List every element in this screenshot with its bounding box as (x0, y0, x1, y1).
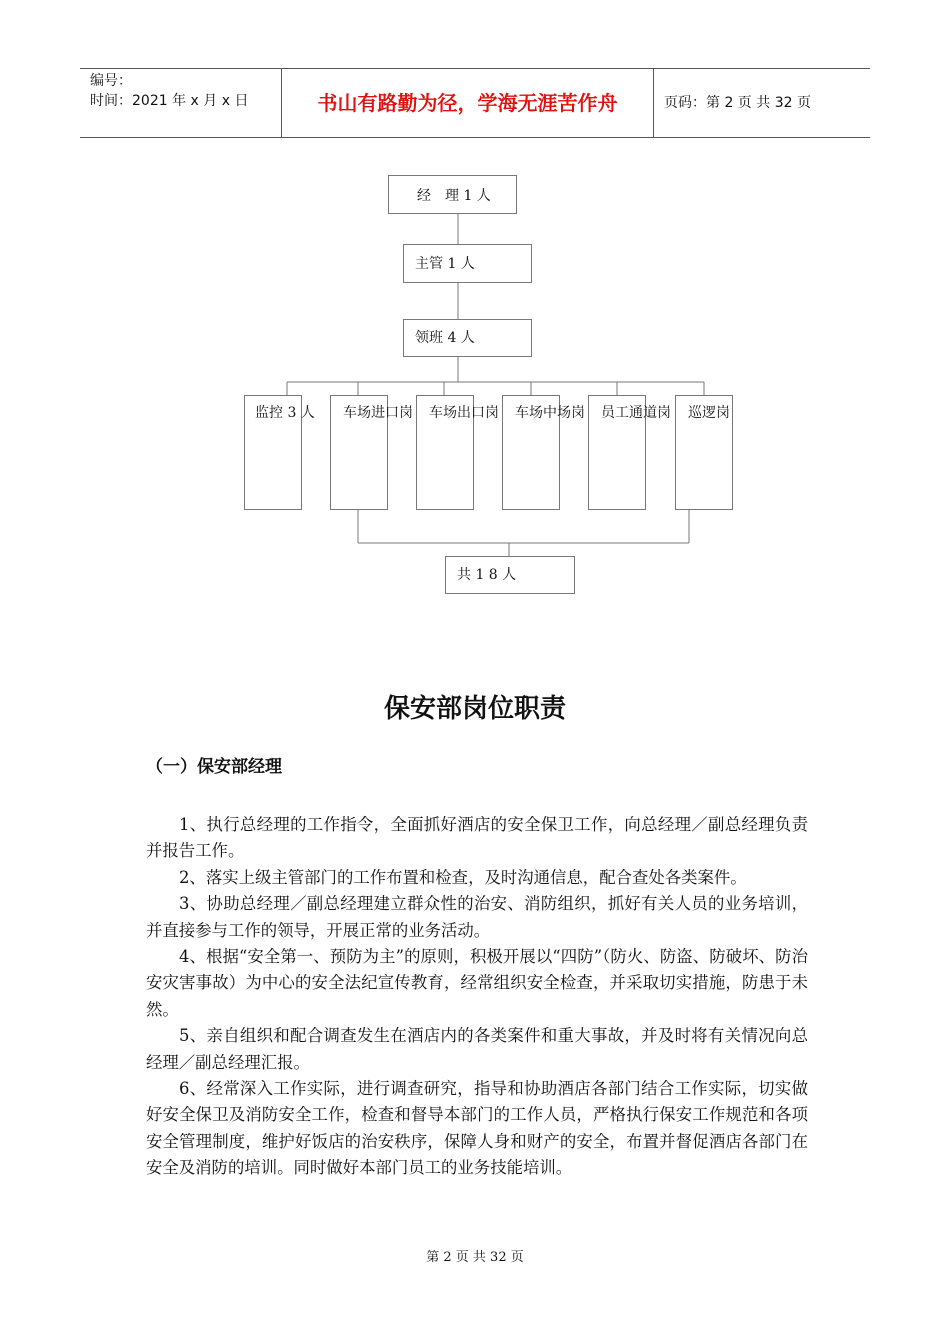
duty-paragraph: 4、根据“安全第一、预防为主”的原则，积极开展以“四防”（防火、防盗、防破坏、防治安灾害事故）为中心的安全法纪宣传教育，经常组织安全检查，并采取切实措施，防患于未然。 (146, 947, 808, 1019)
org-node-supervisor-label: 主管 1 人 (415, 256, 475, 272)
header-page-info: 页码：第 2 页 共 32 页 (664, 95, 811, 111)
document-number-label: 编号： (90, 73, 132, 89)
org-node-team-leader (403, 319, 532, 357)
org-node-post-label: 车场出口岗 (429, 405, 499, 421)
org-node-post-parking-middle (502, 395, 585, 510)
org-node-post-patrol (675, 395, 733, 510)
org-node-total (445, 556, 575, 594)
org-node-team-leader-label: 领班 4 人 (415, 330, 475, 346)
duty-paragraph: 3、协助总经理／副总经理建立群众性的治安、消防组织，抓好有关人员的业务培训，并直接参与工作的领导，开展正常的业务活动。 (146, 894, 808, 940)
section-heading: （一）保安部经理 (146, 757, 282, 777)
org-node-post-label: 员工通道岗 (601, 405, 671, 421)
header-motto: 书山有路勤为径，学海无涯苦作舟 (282, 69, 654, 137)
org-node-post-label: 巡逻岗 (688, 405, 730, 421)
duty-paragraph: 1、执行总经理的工作指令，全面抓好酒店的安全保卫工作，向总经理／副总经理负责并报告工作。 (146, 815, 808, 861)
org-node-post-parking-exit (416, 395, 499, 510)
org-node-total-label: 共 1 8 人 (457, 567, 517, 583)
org-node-supervisor (403, 244, 532, 283)
org-node-manager-label: 经 理 1 人 (417, 188, 491, 204)
org-node-post-label: 车场中场岗 (515, 405, 585, 421)
org-node-post-label: 监控 3 人 (255, 405, 315, 421)
org-chart (0, 0, 950, 620)
duty-paragraph: 5、亲自组织和配合调查发生在酒店内的各类案件和重大事故，并及时将有关情况向总经理／副总经理汇报。 (146, 1026, 808, 1072)
org-node-post-monitoring (244, 395, 315, 510)
org-chart-connectors (0, 0, 950, 620)
org-node-post-staff-passage (588, 395, 671, 510)
page-title: 保安部岗位职责 (383, 694, 566, 724)
org-node-post-parking-entrance (330, 395, 413, 510)
org-node-manager (388, 175, 517, 214)
duties-body (146, 812, 808, 1182)
document-time-label: 时间：2021 年 x 月 x 日 (90, 93, 249, 109)
page-footer: 第 2 页 共 32 页 (426, 1250, 524, 1265)
duty-paragraph: 6、经常深入工作实际，进行调查研究，指导和协助酒店各部门结合工作实际，切实做好安全保卫及消防安全工作，检查和督导本部门的工作人员，严格执行保安工作规范和各项安全管理制度，维护好饭店的治安秩序，保障人身和财产的安全，布置并督促酒店各部门在安全及消防的培训。同时做好本部门员工的业务技能培训。 (146, 1079, 808, 1178)
org-node-post-label: 车场进口岗 (343, 405, 413, 421)
duty-paragraph: 2、落实上级主管部门的工作布置和检查，及时沟通信息，配合查处各类案件。 (179, 867, 747, 887)
